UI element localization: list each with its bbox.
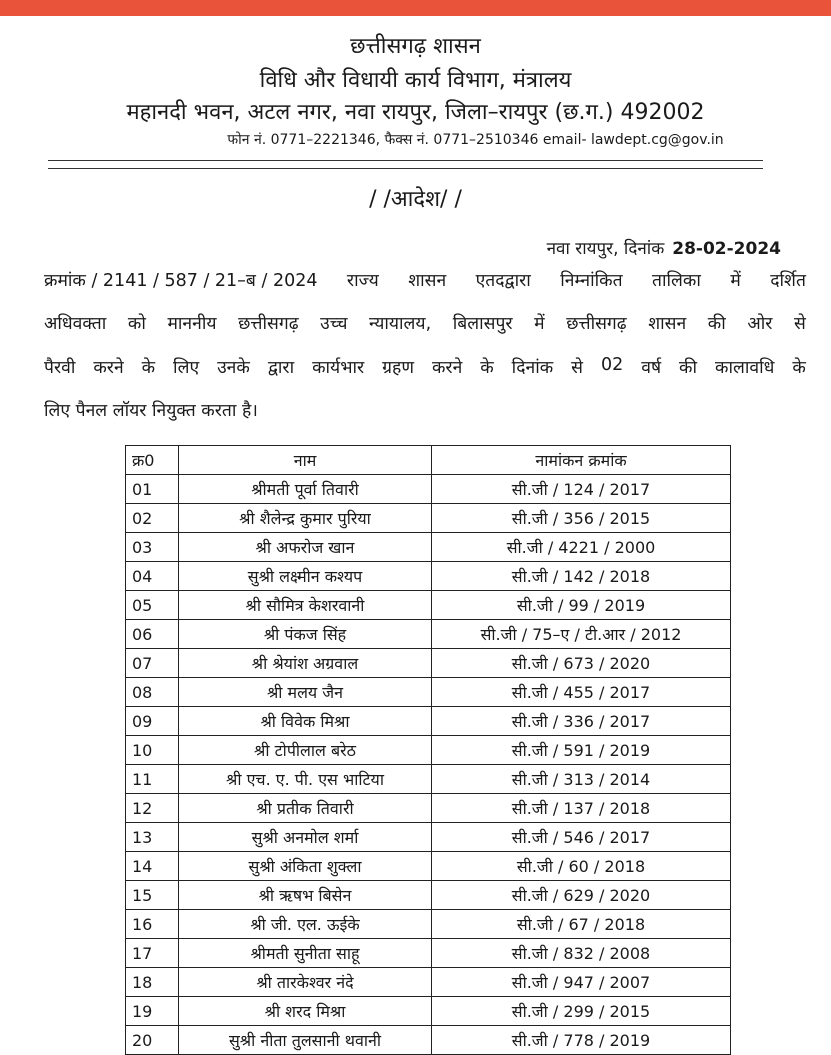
body-word: कार्यभार (312, 358, 365, 378)
table-header-row (126, 446, 731, 475)
order-title: / /आदेश/ / (369, 187, 462, 212)
enrollment-cell: सी.जी / 124 / 2017 (432, 475, 731, 504)
table-row (126, 475, 731, 504)
serial-cell: 06 (126, 620, 179, 649)
header-name: नाम (179, 446, 432, 475)
name-cell: श्री शैलेन्द्र कुमार पुरिया (179, 504, 432, 533)
serial-cell: 10 (126, 736, 179, 765)
serial-cell: 02 (126, 504, 179, 533)
body-word: छत्तीसगढ़ (238, 314, 299, 334)
serial-cell: 07 (126, 649, 179, 678)
enrollment-cell: सी.जी / 313 / 2014 (432, 765, 731, 794)
enrollment-cell: सी.जी / 67 / 2018 (432, 910, 731, 939)
body-line-1 (44, 268, 806, 292)
serial-cell: 14 (126, 852, 179, 881)
body-word: 02 (600, 355, 624, 375)
body-word: उनके (217, 358, 250, 378)
table-row (126, 823, 731, 852)
table-row (126, 620, 731, 649)
table-row (126, 968, 731, 997)
name-cell: श्रीमती पूर्वा तिवारी (179, 475, 432, 504)
body-word: की (679, 358, 698, 378)
enrollment-cell: सी.जी / 60 / 2018 (432, 852, 731, 881)
name-cell: श्री विवेक मिश्रा (179, 707, 432, 736)
body-word: दर्शित (770, 271, 806, 291)
body-word: वर्ष (641, 358, 662, 378)
body-word: पैरवी (44, 358, 76, 378)
top-color-band (0, 0, 831, 16)
body-word: में (730, 271, 741, 291)
table-row (126, 852, 731, 881)
table-row (126, 707, 731, 736)
name-cell: सुश्री अनमोल शर्मा (179, 823, 432, 852)
serial-cell: 16 (126, 910, 179, 939)
table-row (126, 533, 731, 562)
name-cell: श्री एच. ए. पी. एस भाटिया (179, 765, 432, 794)
serial-cell: 17 (126, 939, 179, 968)
body-word: ग्रहण (382, 358, 414, 378)
table-row (126, 910, 731, 939)
body-word: छत्तीसगढ़ (566, 314, 627, 334)
body-word: एतदद्वारा (475, 271, 531, 291)
serial-cell: 12 (126, 794, 179, 823)
body-word: माननीय (167, 314, 217, 334)
table-row (126, 794, 731, 823)
name-cell: श्री मलय जैन (179, 678, 432, 707)
header-contact: फोन नं. 0771–2221346, फैक्स नं. 0771–2510346 email- lawdept.cg@gov.in (227, 132, 724, 148)
serial-cell: 03 (126, 533, 179, 562)
name-cell: श्री जी. एल. ऊईके (179, 910, 432, 939)
body-word: को (127, 314, 146, 334)
name-cell: सुश्री अंकिता शुक्ला (179, 852, 432, 881)
header-enrollment: नामांकन क्रमांक (432, 446, 731, 475)
table-row (126, 939, 731, 968)
enrollment-cell: सी.जी / 629 / 2020 (432, 881, 731, 910)
body-word: की (707, 314, 726, 334)
header-serial: क्र0 (126, 446, 179, 475)
table-row (126, 881, 731, 910)
name-cell: श्री तारकेश्वर नंदे (179, 968, 432, 997)
date-value: 28-02-2024 (672, 239, 781, 259)
body-word: के (792, 358, 806, 378)
body-word: दिनांक (511, 358, 554, 378)
name-cell: श्री ऋषभ बिसेन (179, 881, 432, 910)
body-word: शासन (408, 271, 447, 291)
serial-cell: 13 (126, 823, 179, 852)
serial-cell: 01 (126, 475, 179, 504)
lawyer-table (125, 445, 721, 1055)
serial-cell: 08 (126, 678, 179, 707)
table-row (126, 678, 731, 707)
enrollment-cell: सी.जी / 99 / 2019 (432, 591, 731, 620)
enrollment-cell: सी.जी / 778 / 2019 (432, 1026, 731, 1055)
body-word: करने (93, 358, 124, 378)
serial-cell: 19 (126, 997, 179, 1026)
serial-cell: 15 (126, 881, 179, 910)
body-line-2 (44, 311, 806, 335)
name-cell: श्री सौमित्र केशरवानी (179, 591, 432, 620)
table-row (126, 765, 731, 794)
serial-cell: 20 (126, 1026, 179, 1055)
name-cell: श्री टोपीलाल बरेठ (179, 736, 432, 765)
enrollment-cell: सी.जी / 832 / 2008 (432, 939, 731, 968)
name-cell: श्री अफरोज खान (179, 533, 432, 562)
body-word: न्यायालय, (369, 314, 432, 334)
header-divider-top (48, 160, 763, 161)
body-word: निम्नांकित (560, 271, 623, 291)
body-word: द्वारा (267, 358, 295, 378)
order-date (547, 236, 781, 259)
body-word: उच्च (320, 314, 348, 334)
serial-cell: 05 (126, 591, 179, 620)
body-word: तालिका (652, 271, 701, 291)
enrollment-cell: सी.जी / 546 / 2017 (432, 823, 731, 852)
body-word: ओर (747, 314, 773, 334)
name-cell: श्री श्रेयांश अग्रवाल (179, 649, 432, 678)
table-row (126, 649, 731, 678)
serial-cell: 11 (126, 765, 179, 794)
serial-cell: 18 (126, 968, 179, 997)
name-cell: श्रीमती सुनीता साहू (179, 939, 432, 968)
table-row (126, 504, 731, 533)
body-word: शासन (648, 314, 687, 334)
header-address: महानदी भवन, अटल नगर, नवा रायपुर, जिला–रायपुर (छ.ग.) 492002 (126, 100, 705, 125)
name-cell: सुश्री नीता तुलसानी थवानी (179, 1026, 432, 1055)
body-word: बिलासपुर (452, 314, 513, 334)
body-word: अधिवक्ता (44, 314, 107, 334)
serial-cell: 04 (126, 562, 179, 591)
header-department: विधि और विधायी कार्य विभाग, मंत्रालय (259, 68, 572, 93)
name-cell: श्री शरद मिश्रा (179, 997, 432, 1026)
enrollment-cell: सी.जी / 455 / 2017 (432, 678, 731, 707)
reference-number: क्रमांक / 2141 / 587 / 21–ब / 2024 (44, 271, 318, 291)
table-row (126, 562, 731, 591)
enrollment-cell: सी.जी / 137 / 2018 (432, 794, 731, 823)
body-word: राज्य (346, 271, 379, 291)
body-line-4: लिए पैनल लॉयर नियुक्त करता है। (44, 401, 258, 421)
body-word: करने (431, 358, 463, 378)
enrollment-cell: सी.जी / 142 / 2018 (432, 562, 731, 591)
body-word: लिए (173, 358, 200, 378)
enrollment-cell: सी.जी / 75–ए / टी.आर / 2012 (432, 620, 731, 649)
enrollment-cell: सी.जी / 947 / 2007 (432, 968, 731, 997)
table-row (126, 591, 731, 620)
body-word: में (534, 314, 545, 334)
date-label: नवा रायपुर, दिनांक (546, 239, 665, 259)
enrollment-cell: सी.जी / 356 / 2015 (432, 504, 731, 533)
enrollment-cell: सी.जी / 299 / 2015 (432, 997, 731, 1026)
enrollment-cell: सी.जी / 591 / 2019 (432, 736, 731, 765)
table-row (126, 1026, 731, 1055)
body-word: से (793, 314, 806, 334)
serial-cell: 09 (126, 707, 179, 736)
table-row (126, 997, 731, 1026)
body-word: से (571, 358, 583, 378)
body-word: के (141, 358, 156, 378)
header-divider-bottom (48, 168, 763, 169)
body-line-3 (44, 355, 806, 379)
name-cell: श्री प्रतीक तिवारी (179, 794, 432, 823)
table-row (126, 736, 731, 765)
body-word: कालावधि (715, 358, 775, 378)
body-word: के (480, 358, 494, 378)
name-cell: श्री पंकज सिंह (179, 620, 432, 649)
enrollment-cell: सी.जी / 336 / 2017 (432, 707, 731, 736)
header-government: छत्तीसगढ़ शासन (350, 34, 481, 59)
name-cell: सुश्री लक्ष्मीन कश्यप (179, 562, 432, 591)
enrollment-cell: सी.जी / 4221 / 2000 (432, 533, 731, 562)
enrollment-cell: सी.जी / 673 / 2020 (432, 649, 731, 678)
